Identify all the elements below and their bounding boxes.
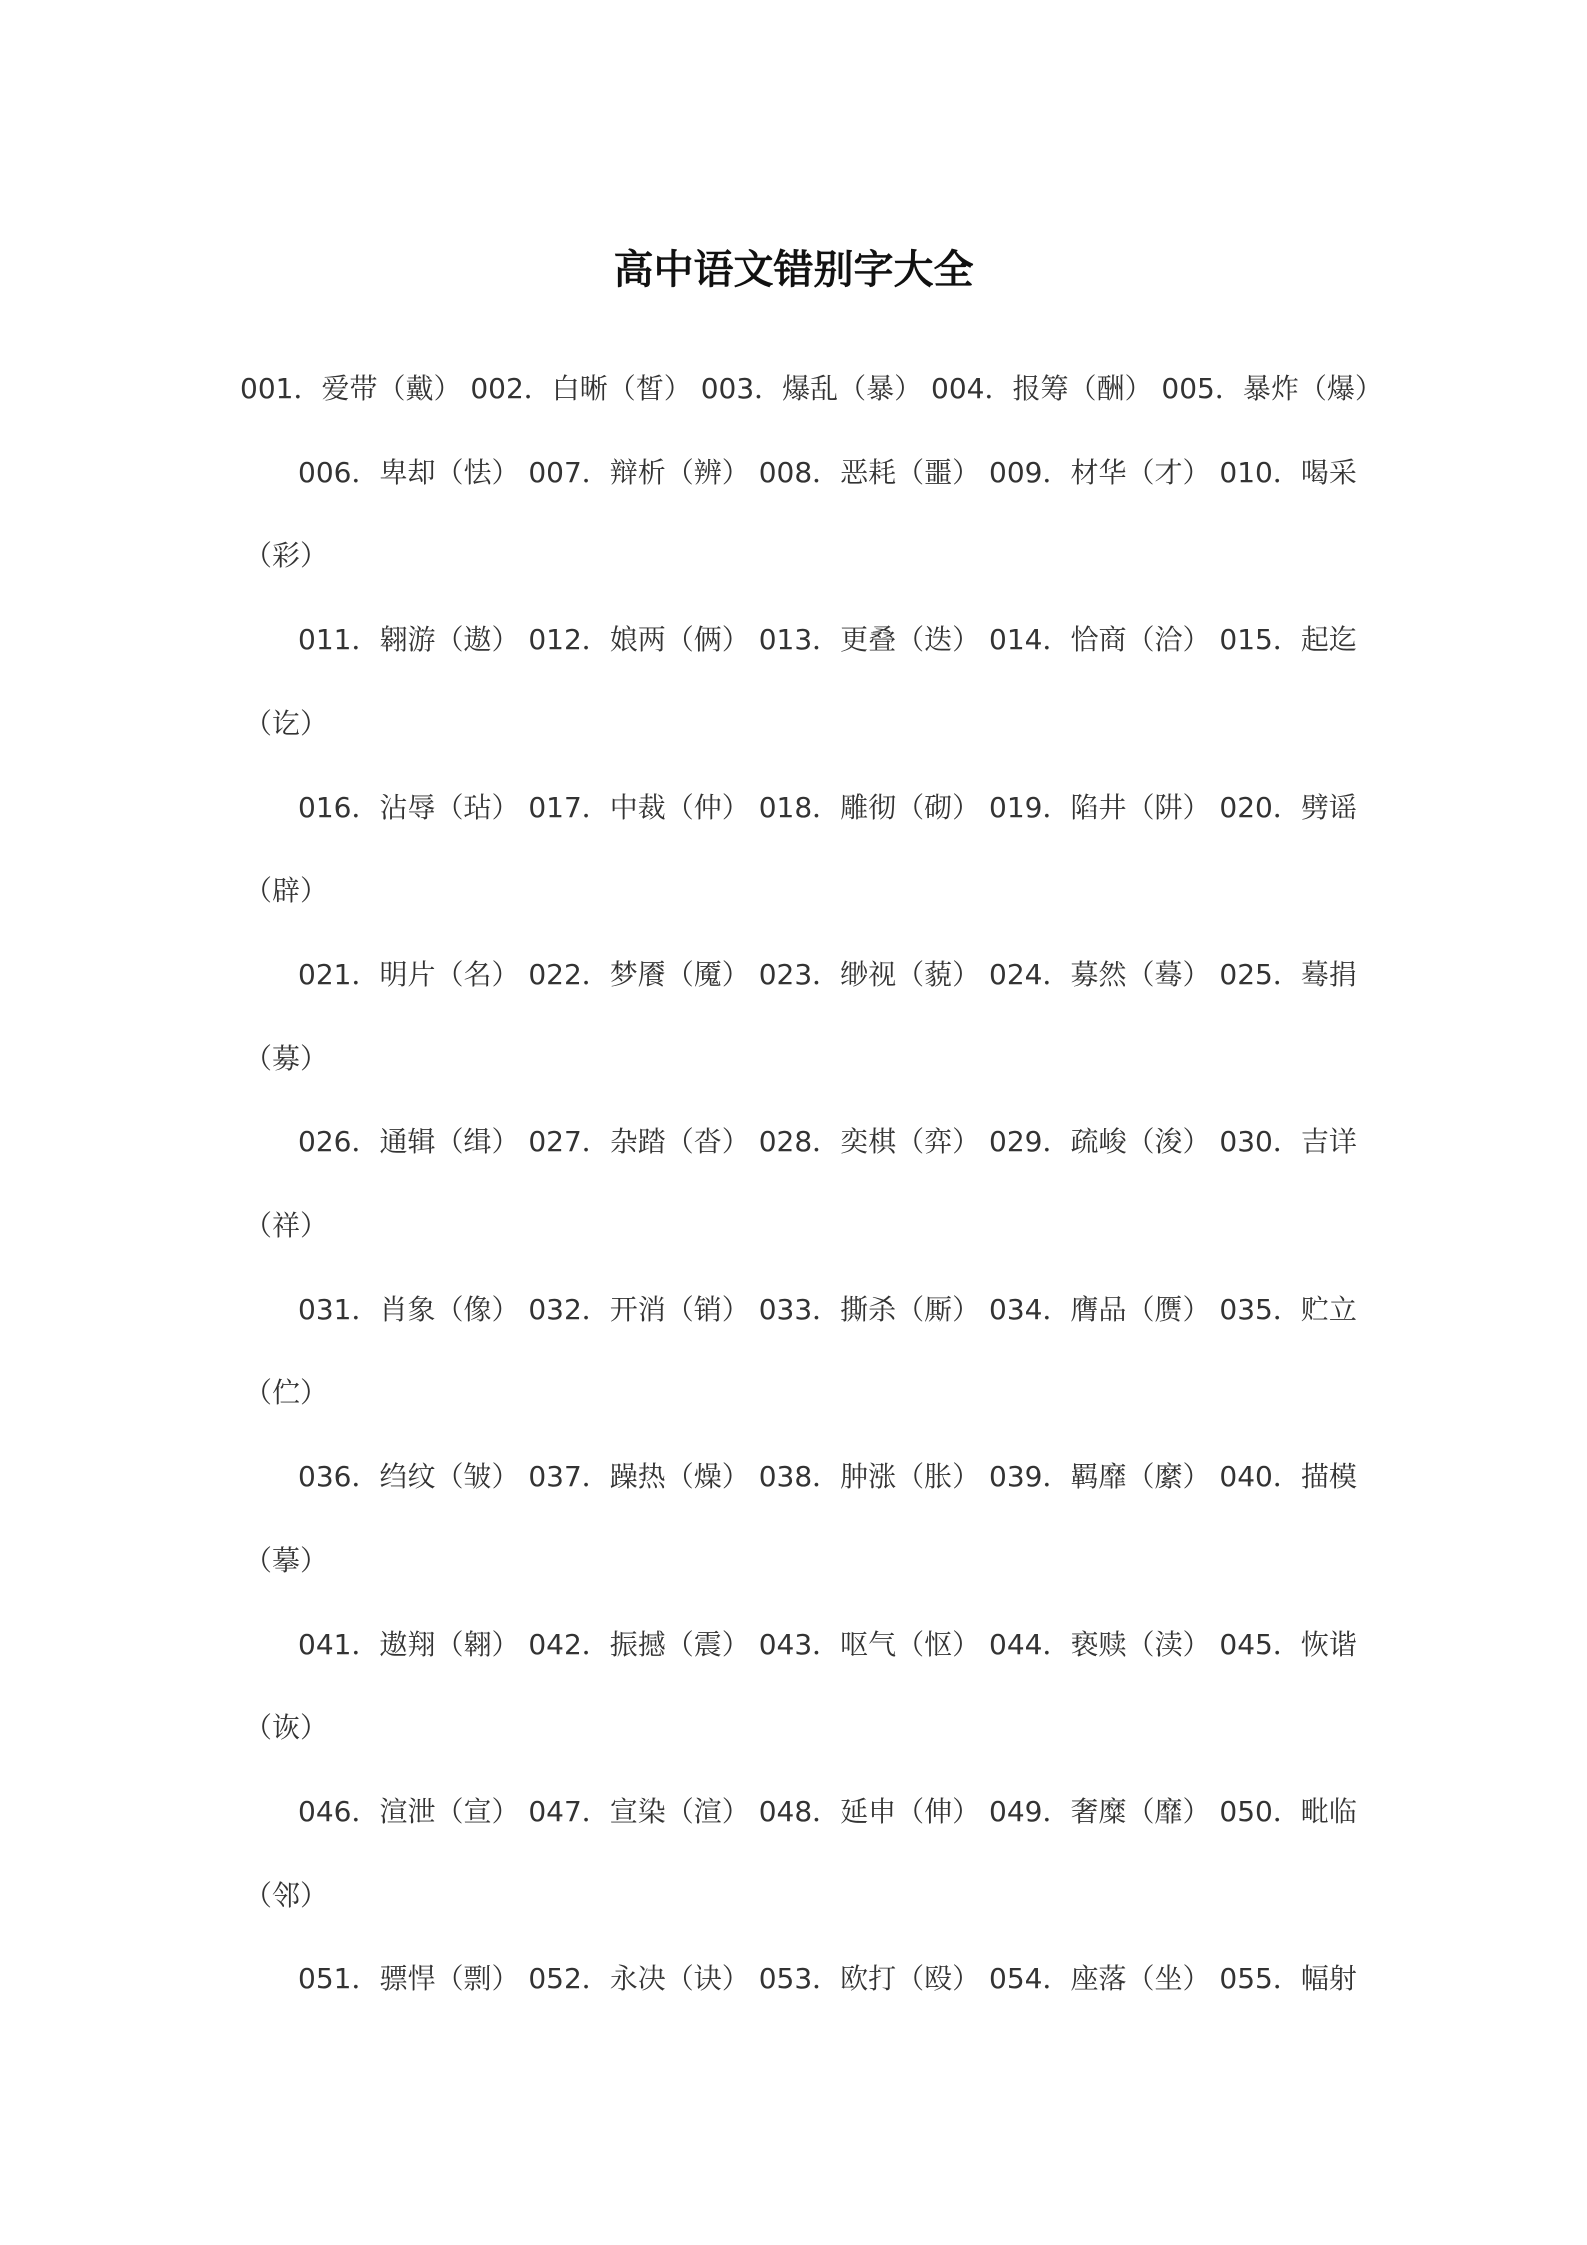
entry-continuation-line: （辟） (244, 874, 329, 908)
entry-line: 001．爱带（戴） 002．白晰（皙） 003．爆乱（暴） 004．报筹（酬） 005．暴炸（爆） (240, 372, 1383, 405)
entry-continuation-line: （摹） (244, 1543, 329, 1577)
entry-line: 011．翱游（遨） 012．娘两（俩） 013．更叠（迭） 014．恰商（洽） 015．起迄 (298, 623, 1357, 657)
entry-continuation-line: （讫） (244, 706, 329, 740)
entry-line: 036．绉纹（皱） 037．躁热（燥） 038．肿涨（胀） 039．羁靡（縻） 040．描模 (298, 1460, 1357, 1494)
entry-line: 016．沾辱（玷） 017．中裁（仲） 018．雕彻（砌） 019．陷井（阱） 020．劈谣 (298, 790, 1357, 824)
document-title: 高中语文错别字大全 (613, 247, 974, 293)
entry-continuation-line: （祥） (244, 1209, 329, 1242)
entry-line: 041．遨翔（翱） 042．振撼（震） 043．呕气（怄） 044．亵赎（渎） 045．恢谐 (298, 1627, 1357, 1661)
entry-line: 046．渲泄（宣） 047．宣染（渲） 048．延申（伸） 049．奢糜（靡） 050．毗临 (298, 1794, 1357, 1828)
entry-continuation-line: （彩） (244, 539, 329, 573)
entry-line: 021．明片（名） 022．梦餍（魇） 023．缈视（藐） 024．募然（蓦） 025．蓦捐 (298, 957, 1357, 991)
entry-continuation-line: （诙） (244, 1711, 329, 1745)
entry-continuation-line: （伫） (244, 1376, 329, 1410)
entry-line: 051．骠悍（剽） 052．永决（诀） 053．欧打（殴） 054．座落（坐） 055．幅射 (298, 1962, 1357, 1996)
entry-line: 006．卑却（怯） 007．辩析（辨） 008．恶耗（噩） 009．材华（才） 010．喝采 (298, 455, 1357, 489)
entry-continuation-line: （邻） (244, 1878, 329, 1912)
entry-continuation-line: （募） (244, 1041, 329, 1075)
entry-line: 026．通辑（缉） 027．杂踏（沓） 028．奕棋（弈） 029．疏峻（浚） 030．吉详 (298, 1125, 1357, 1159)
entry-line: 031．肖象（像） 032．开消（销） 033．撕杀（厮） 034．膺品（赝） 035．贮立 (298, 1292, 1357, 1326)
